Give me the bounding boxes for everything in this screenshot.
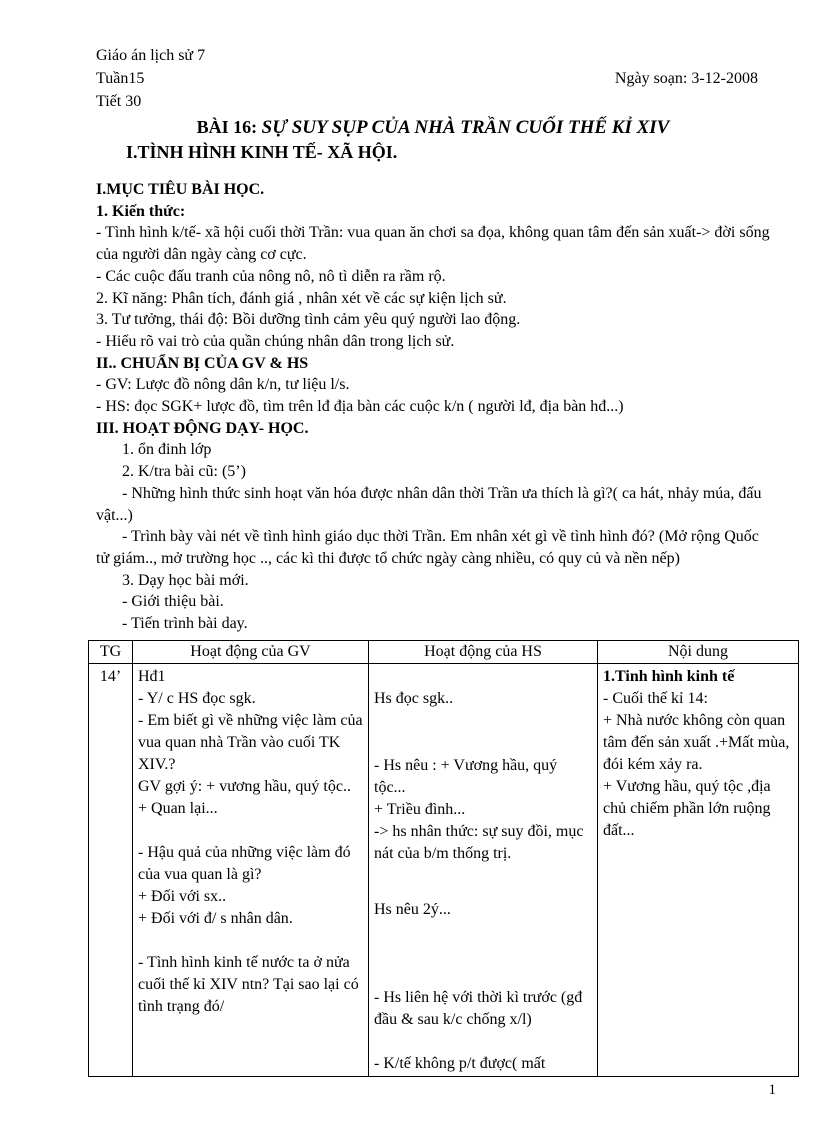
cell-line: - Tình hình kinh tế nước ta ở nửa cuối thế kỉ XIV ntn? Tại sao lại có tình trạng đó/ bbox=[138, 953, 359, 1015]
document-body bbox=[96, 179, 770, 635]
cell-line: - K/tế không p/t được( mất bbox=[374, 1054, 546, 1072]
cell-line: - Em biết gì về những việc làm của vua quan nhà Trần vào cuối TK XIV.? bbox=[138, 711, 363, 773]
section-heading: II.. CHUẨN BỊ CỦA GV & HS bbox=[96, 354, 309, 372]
table-row bbox=[89, 663, 799, 1076]
lesson-plan-table bbox=[88, 640, 799, 1077]
list-item: 2. K/tra bài cũ: (5’) bbox=[122, 463, 246, 481]
cell-line: + Triều đình... bbox=[374, 800, 466, 818]
cell-line: + Vương hầu, quý tộc ,địa chủ chiếm phần lớn ruộng đất... bbox=[603, 777, 771, 839]
col-header-tg: TG bbox=[89, 640, 133, 663]
lesson-title-line bbox=[96, 115, 770, 140]
cell-line: - Y/ c HS đọc sgk. bbox=[138, 689, 256, 707]
cell-line: - Hs liên hệ với thời kì trước (gđ đầu & sau k/c chống x/l) bbox=[374, 988, 583, 1028]
cell-line: - Hậu quả của những việc làm đó của vua quan là gì? bbox=[138, 843, 351, 883]
period-label: Tiết 30 bbox=[96, 93, 142, 110]
content-heading: 1.Tinh hình kinh tế bbox=[603, 667, 735, 685]
lesson-title: SỰ SUY SỤP CỦA NHÀ TRẦN CUỐI THẾ KỈ XIV bbox=[261, 117, 670, 138]
body-paragraph: 3. Tư tưởng, thái độ: Bồi dưỡng tình cảm yêu quý người lao động. bbox=[96, 311, 521, 329]
body-paragraph: - Các cuộc đấu tranh của nông nô, nô tì diễn ra rầm rộ. bbox=[96, 267, 446, 285]
list-item: 3. Dạy học bài mới. bbox=[122, 571, 249, 589]
body-paragraph: - HS: đọc SGK+ lược đồ, tìm trên lđ địa bàn các cuộc k/n ( người lđ, địa bàn hđ...) bbox=[96, 398, 624, 416]
body-paragraph: - Trình bày vài nét về tình hình giáo dục thời Trần. Em nhân xét gì về tình hình đó? (Mở rộng Quốc tử giám.., mở trường học .., các kì thi được tổ chức ngày càng nhiều, có quy củ và nền nếp) bbox=[96, 528, 759, 567]
cell-line: Hs nêu 2ý... bbox=[374, 900, 451, 918]
doc-title: Giáo án lịch sử 7 bbox=[96, 47, 206, 64]
cell-hs-activities bbox=[369, 663, 598, 1076]
cell-line: + Quan lại... bbox=[138, 799, 218, 817]
body-paragraph: - Những hình thức sinh hoạt văn hóa được nhân dân thời Trần ưa thích là gì?( ca hát, nhảy múa, đấu vật...) bbox=[96, 484, 762, 524]
page-number: 1 bbox=[768, 1082, 776, 1098]
body-paragraph: - GV: Lược đồ nông dân k/n, tư liệu l/s. bbox=[96, 376, 350, 394]
cell-line: - Hs nêu : + Vương hầu, quý tộc... bbox=[374, 756, 558, 796]
col-header-noidung: Nội dung bbox=[598, 640, 799, 663]
cell-line: - Cuối thế kỉ 14: bbox=[603, 689, 708, 707]
lesson-subtitle: I.TÌNH HÌNH KINH TẾ- XÃ HỘI. bbox=[126, 142, 398, 162]
body-paragraph: - Hiểu rõ vai trò của quần chúng nhân dân trong lịch sử. bbox=[96, 332, 455, 350]
body-paragraph: - Tiến trình bài day. bbox=[122, 615, 248, 633]
col-header-gv: Hoạt động của GV bbox=[133, 640, 369, 663]
list-item: 1. ổn đinh lớp bbox=[122, 441, 212, 459]
table-header-row bbox=[89, 640, 799, 663]
body-paragraph: 2. Kĩ năng: Phân tích, đánh giá , nhân xét về các sự kiện lịch sử. bbox=[96, 289, 507, 307]
section-heading: I.MỤC TIÊU BÀI HỌC. bbox=[96, 181, 265, 198]
cell-line: + Nhà nước không còn quan tâm đến sản xuất .+Mất mùa, đói kém xảy ra. bbox=[603, 711, 790, 773]
cell-line: Hs đọc sgk.. bbox=[374, 689, 454, 707]
cell-gv-activities bbox=[133, 663, 369, 1076]
cell-line: + Đối với sx.. bbox=[138, 887, 227, 905]
cell-line: GV gợi ý: + vương hầu, quý tộc.. bbox=[138, 777, 351, 795]
duration-value: 14’ bbox=[99, 667, 122, 685]
section-heading: III. HOẠT ĐỘNG DẠY- HỌC. bbox=[96, 419, 309, 437]
document-header bbox=[96, 44, 770, 113]
cell-content bbox=[598, 663, 799, 1076]
week-date-row bbox=[96, 67, 770, 90]
cell-line: Hđ1 bbox=[138, 667, 166, 685]
subsection-heading: 1. Kiến thức: bbox=[96, 202, 186, 220]
lesson-number: BÀI 16: bbox=[196, 117, 258, 137]
date-label: Ngày soạn: 3-12-2008 bbox=[614, 70, 758, 87]
cell-line: -> hs nhân thức: sự suy đồi, mục nát của b/m thống trị. bbox=[374, 822, 584, 862]
cell-duration bbox=[89, 663, 133, 1076]
cell-line: + Đối với đ/ s nhân dân. bbox=[138, 909, 293, 927]
week-label: Tuần15 bbox=[96, 70, 145, 87]
body-paragraph: - Tình hình k/tế- xã hội cuối thời Trần: vua quan ăn chơi sa đọa, không quan tâm đến sản xuất-> đời sống của người dân ngày càng cơ cực. bbox=[96, 224, 770, 264]
col-header-hs: Hoạt động của HS bbox=[369, 640, 598, 663]
body-paragraph: - Giới thiệu bài. bbox=[122, 593, 224, 611]
